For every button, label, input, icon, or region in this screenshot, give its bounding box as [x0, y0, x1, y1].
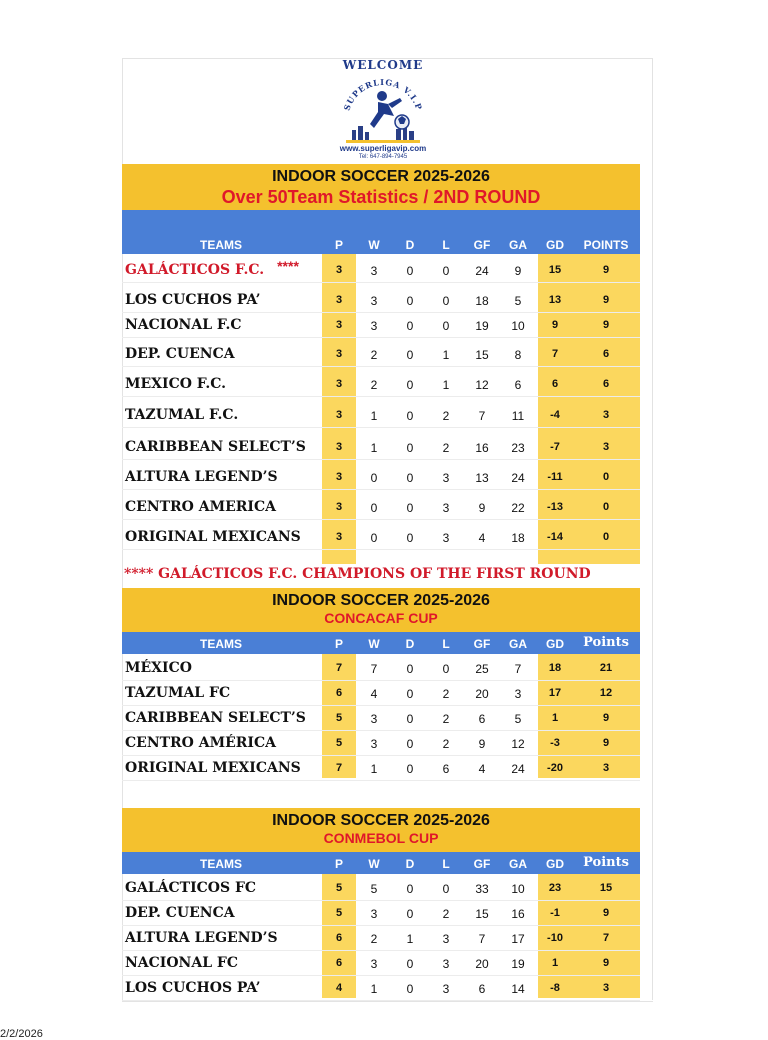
- cell-l: 3: [442, 471, 450, 485]
- cell-d: 0: [406, 982, 414, 996]
- cell-ga: 9: [514, 264, 522, 278]
- team-name: NACIONAL FC: [125, 955, 239, 971]
- table-row: [122, 372, 640, 396]
- table-row: [122, 681, 640, 705]
- col-w: W: [368, 238, 380, 252]
- cell-p: 6: [335, 957, 343, 969]
- col-l: L: [442, 238, 450, 252]
- soccer-player-icon: [338, 74, 428, 144]
- cell-p: 3: [335, 378, 343, 390]
- cell-ga: 23: [511, 441, 525, 455]
- cell-gd: 17: [548, 687, 562, 699]
- cell-d: 0: [406, 882, 414, 896]
- cell-gd: -14: [547, 531, 563, 543]
- cell-gf: 6: [478, 982, 486, 996]
- cell-gd: -20: [547, 762, 563, 774]
- cell-w: 2: [370, 378, 378, 392]
- conmebol-title: INDOOR SOCCER 2025-2026: [272, 812, 490, 829]
- concacaf-column-header: [122, 632, 640, 654]
- cell-gf: 15: [475, 348, 489, 362]
- cell-gf: 33: [475, 882, 489, 896]
- col-ga: GA: [509, 637, 527, 651]
- col-w: W: [368, 637, 380, 651]
- cell-gf: 7: [478, 409, 486, 423]
- cell-w: 1: [370, 441, 378, 455]
- col-teams: TEAMS: [200, 857, 242, 871]
- table-row: [122, 435, 640, 459]
- cell-d: 0: [406, 471, 414, 485]
- team-name: ALTURA LEGEND’S: [125, 930, 278, 946]
- row-divider: [122, 427, 640, 428]
- cell-p: 3: [335, 501, 343, 513]
- cell-pts: 15: [599, 882, 613, 894]
- cell-l: 2: [442, 409, 450, 423]
- cell-ga: 10: [511, 882, 525, 896]
- team-name: ORIGINAL MEXICANS: [125, 760, 301, 776]
- phone-text: Tel: 647-894-7945: [358, 154, 408, 160]
- cell-d: 0: [406, 957, 414, 971]
- cell-pts: 3: [602, 441, 610, 453]
- cell-ga: 19: [511, 957, 525, 971]
- cell-gf: 7: [478, 932, 486, 946]
- team-name: LOS CUCHOS PA’: [125, 980, 261, 996]
- cell-w: 2: [370, 348, 378, 362]
- cell-ga: 10: [511, 319, 525, 333]
- col-gf: GF: [473, 637, 491, 651]
- team-name: TAZUMAL F.C.: [125, 407, 239, 423]
- table-row: [122, 901, 640, 925]
- cell-p: 5: [335, 712, 343, 724]
- row-divider: [122, 519, 640, 520]
- cell-pts: 9: [602, 264, 610, 276]
- cell-pts: 9: [602, 957, 610, 969]
- col-p: P: [334, 857, 343, 871]
- cell-l: 3: [442, 982, 450, 996]
- table-row: [122, 951, 640, 975]
- cell-p: 5: [335, 882, 343, 894]
- cell-pts: 3: [602, 762, 610, 774]
- cell-l: 2: [442, 737, 450, 751]
- cell-l: 2: [442, 907, 450, 921]
- team-name: TAZUMAL FC: [125, 685, 231, 701]
- cell-p: 4: [335, 982, 343, 994]
- row-divider: [122, 366, 640, 367]
- concacaf-subtitle: CONCACAF CUP: [324, 610, 438, 626]
- cell-l: 0: [442, 882, 450, 896]
- table-row: [122, 313, 640, 337]
- superliga-logo: [318, 58, 448, 162]
- row-divider: [122, 337, 640, 338]
- cell-l: 2: [442, 687, 450, 701]
- cell-gd: -4: [550, 409, 560, 421]
- website-text: www.superligavip.com: [339, 144, 427, 153]
- cell-w: 3: [370, 319, 378, 333]
- cell-l: 2: [442, 712, 450, 726]
- cell-w: 0: [370, 471, 378, 485]
- team-name: GALÁCTICOS FC: [125, 880, 257, 896]
- cell-p: 3: [335, 348, 343, 360]
- cell-ga: 7: [514, 662, 522, 676]
- date-stamp: 2/2/2026: [0, 1028, 43, 1040]
- team-name: CARIBBEAN SELECT’S: [125, 710, 306, 726]
- cell-d: 0: [406, 264, 414, 278]
- cell-ga: 24: [511, 762, 525, 776]
- cell-gd: -1: [550, 907, 560, 919]
- cell-gd: -8: [550, 982, 560, 994]
- cell-gd: -11: [547, 471, 563, 483]
- col-gf: GF: [473, 857, 491, 871]
- team-name: LOS CUCHOS PA’: [125, 292, 261, 308]
- col-points: POINTS: [583, 238, 629, 252]
- cell-l: 2: [442, 441, 450, 455]
- stats-table-subtitle: Over 50Team Statistics / 2ND ROUND: [221, 187, 541, 207]
- col-gd: GD: [546, 637, 564, 651]
- cell-p: 6: [335, 932, 343, 944]
- cell-gf: 19: [475, 319, 489, 333]
- cell-d: 0: [406, 687, 414, 701]
- concacaf-title: INDOOR SOCCER 2025-2026: [272, 592, 490, 609]
- cell-gf: 4: [478, 531, 486, 545]
- conmebol-column-header: [122, 852, 640, 874]
- cell-gf: 25: [475, 662, 489, 676]
- team-name: CENTRO AMÉRICA: [125, 735, 276, 751]
- col-p: P: [334, 637, 343, 651]
- cell-l: 3: [442, 932, 450, 946]
- stats-table-header: [122, 164, 640, 210]
- cell-gf: 9: [478, 737, 486, 751]
- table-row: [122, 288, 640, 312]
- cell-ga: 24: [511, 471, 525, 485]
- col-d: D: [405, 637, 415, 651]
- cell-w: 0: [370, 531, 378, 545]
- cell-l: 3: [442, 531, 450, 545]
- cell-p: 3: [335, 441, 343, 453]
- cell-pts: 12: [599, 687, 613, 699]
- cell-d: 0: [406, 531, 414, 545]
- cell-d: 0: [406, 409, 414, 423]
- cell-p: 7: [335, 662, 343, 674]
- cell-gd: 23: [548, 882, 562, 894]
- table-row: [122, 926, 640, 950]
- cell-gf: 20: [475, 687, 489, 701]
- cell-pts: 6: [602, 348, 610, 360]
- cell-p: 3: [335, 471, 343, 483]
- logo-arc-text: SUPERLIGA V.I.P: [341, 76, 425, 112]
- cell-w: 1: [370, 762, 378, 776]
- cell-w: 7: [370, 662, 378, 676]
- cell-pts: 3: [602, 982, 610, 994]
- cell-gf: 13: [475, 471, 489, 485]
- cell-d: 0: [406, 501, 414, 515]
- conmebol-subtitle: CONMEBOL CUP: [323, 830, 439, 846]
- cell-w: 0: [370, 501, 378, 515]
- team-name: CARIBBEAN SELECT’S: [125, 439, 306, 455]
- col-w: W: [368, 857, 380, 871]
- concacaf-table-header: [122, 588, 640, 632]
- team-name: ORIGINAL MEXICANS: [125, 529, 301, 545]
- cell-p: 6: [335, 687, 343, 699]
- cell-ga: 5: [514, 712, 522, 726]
- cell-w: 3: [370, 294, 378, 308]
- col-d: D: [405, 238, 415, 252]
- cell-gf: 15: [475, 907, 489, 921]
- cell-d: 0: [406, 712, 414, 726]
- welcome-text: WELCOME: [342, 58, 424, 72]
- cell-l: 0: [442, 294, 450, 308]
- table-row: [122, 976, 640, 1000]
- cell-ga: 12: [511, 737, 525, 751]
- table-row: [122, 465, 640, 489]
- col-ga: GA: [509, 238, 527, 252]
- cell-gd: 15: [548, 264, 562, 276]
- col-gd: GD: [546, 238, 564, 252]
- cell-l: 0: [442, 319, 450, 333]
- cell-w: 5: [370, 882, 378, 896]
- cell-pts: 7: [602, 932, 610, 944]
- cell-gd: -7: [550, 441, 560, 453]
- cell-gd: 6: [551, 378, 559, 390]
- col-gf: GF: [473, 238, 491, 252]
- table-row: [122, 731, 640, 755]
- cell-pts: 9: [602, 712, 610, 724]
- row-divider: [122, 396, 640, 397]
- col-ga: GA: [509, 857, 527, 871]
- cell-d: 0: [406, 294, 414, 308]
- cell-gf: 20: [475, 957, 489, 971]
- cell-ga: 22: [511, 501, 525, 515]
- col-gd: GD: [546, 857, 564, 871]
- row-divider: [122, 780, 640, 781]
- cell-pts: 0: [602, 501, 610, 513]
- team-name: CENTRO AMERICA: [125, 499, 276, 515]
- cell-w: 3: [370, 957, 378, 971]
- cell-d: 0: [406, 762, 414, 776]
- stats-table-title: INDOOR SOCCER 2025-2026: [272, 168, 490, 185]
- cell-p: 7: [335, 762, 343, 774]
- cell-ga: 14: [511, 982, 525, 996]
- cell-l: 1: [442, 348, 450, 362]
- cell-l: 1: [442, 378, 450, 392]
- table-row: [122, 495, 640, 519]
- row-divider: [122, 459, 640, 460]
- col-points: Points: [583, 635, 629, 650]
- cell-pts: 21: [599, 662, 613, 674]
- cell-gd: 18: [548, 662, 562, 674]
- cell-d: 0: [406, 737, 414, 751]
- cell-gf: 6: [478, 712, 486, 726]
- cell-pts: 9: [602, 907, 610, 919]
- cell-w: 4: [370, 687, 378, 701]
- cell-p: 5: [335, 737, 343, 749]
- cell-l: 6: [442, 762, 450, 776]
- cell-p: 3: [335, 264, 343, 276]
- cell-p: 3: [335, 319, 343, 331]
- cell-gd: 9: [551, 319, 559, 331]
- cell-w: 3: [370, 737, 378, 751]
- team-name: DEP. CUENCA: [125, 905, 235, 921]
- cell-w: 3: [370, 264, 378, 278]
- cell-gd: 1: [551, 957, 559, 969]
- team-name: MEXICO F.C.: [125, 376, 226, 392]
- team-name: GALÁCTICOS F.C.: [125, 262, 265, 278]
- table-row: [122, 525, 640, 549]
- cell-ga: 6: [514, 378, 522, 392]
- cell-d: 0: [406, 378, 414, 392]
- col-l: L: [442, 637, 450, 651]
- cell-pts: 0: [602, 531, 610, 543]
- cell-p: 3: [335, 531, 343, 543]
- cell-w: 1: [370, 409, 378, 423]
- col-teams: TEAMS: [200, 238, 242, 252]
- cell-p: 3: [335, 294, 343, 306]
- cell-w: 3: [370, 907, 378, 921]
- cell-ga: 3: [514, 687, 522, 701]
- col-l: L: [442, 857, 450, 871]
- cell-ga: 16: [511, 907, 525, 921]
- cell-d: 0: [406, 662, 414, 676]
- col-d: D: [405, 857, 415, 871]
- cell-gd: 1: [551, 712, 559, 724]
- cell-pts: 6: [602, 378, 610, 390]
- table-row: [122, 876, 640, 900]
- cell-pts: 9: [602, 294, 610, 306]
- team-name: MÉXICO: [125, 660, 192, 676]
- table-row: [122, 656, 640, 680]
- cell-pts: 9: [602, 737, 610, 749]
- cell-d: 0: [406, 441, 414, 455]
- col-p: P: [334, 238, 343, 252]
- col-teams: TEAMS: [200, 637, 242, 651]
- cell-p: 3: [335, 409, 343, 421]
- cell-gf: 12: [475, 378, 489, 392]
- cell-l: 0: [442, 662, 450, 676]
- cell-ga: 18: [511, 531, 525, 545]
- champions-note: **** GALÁCTICOS F.C. CHAMPIONS OF THE FIRST ROUND: [124, 566, 591, 582]
- cell-gd: 7: [551, 348, 559, 360]
- row-divider: [122, 549, 640, 550]
- row-divider: [122, 1000, 640, 1001]
- cell-gf: 18: [475, 294, 489, 308]
- cell-gd: -3: [550, 737, 560, 749]
- cell-ga: 17: [511, 932, 525, 946]
- col-points: Points: [583, 855, 629, 870]
- cell-d: 0: [406, 348, 414, 362]
- cell-gd: 13: [548, 294, 562, 306]
- table-row: [122, 342, 640, 366]
- table-row: [122, 756, 640, 780]
- conmebol-table-header: [122, 808, 640, 852]
- cell-l: 0: [442, 264, 450, 278]
- cell-ga: 8: [514, 348, 522, 362]
- cell-ga: 11: [511, 409, 525, 423]
- team-name: DEP. CUENCA: [125, 346, 235, 362]
- cell-gd: -10: [547, 932, 563, 944]
- cell-l: 3: [442, 957, 450, 971]
- team-name: NACIONAL F.C: [125, 317, 242, 333]
- cell-d: 0: [406, 907, 414, 921]
- cell-p: 5: [335, 907, 343, 919]
- cell-gf: 24: [475, 264, 489, 278]
- cell-gf: 4: [478, 762, 486, 776]
- cell-ga: 5: [514, 294, 522, 308]
- table-row: [122, 706, 640, 730]
- cell-d: 1: [406, 932, 414, 946]
- table-row: [122, 403, 640, 427]
- cell-pts: 0: [602, 471, 610, 483]
- row-divider: [122, 489, 640, 490]
- cell-l: 3: [442, 501, 450, 515]
- champion-mark: ****: [277, 258, 299, 274]
- cell-gf: 16: [475, 441, 489, 455]
- grid-line: [652, 58, 653, 1000]
- table-row: [122, 258, 640, 282]
- cell-w: 1: [370, 982, 378, 996]
- cell-gf: 9: [478, 501, 486, 515]
- cell-w: 2: [370, 932, 378, 946]
- row-divider: [122, 282, 640, 283]
- team-name: ALTURA LEGEND’S: [125, 469, 278, 485]
- cell-pts: 3: [602, 409, 610, 421]
- cell-d: 0: [406, 319, 414, 333]
- cell-w: 3: [370, 712, 378, 726]
- cell-gd: -13: [547, 501, 563, 513]
- stats-table-column-header: [122, 210, 640, 254]
- cell-pts: 9: [602, 319, 610, 331]
